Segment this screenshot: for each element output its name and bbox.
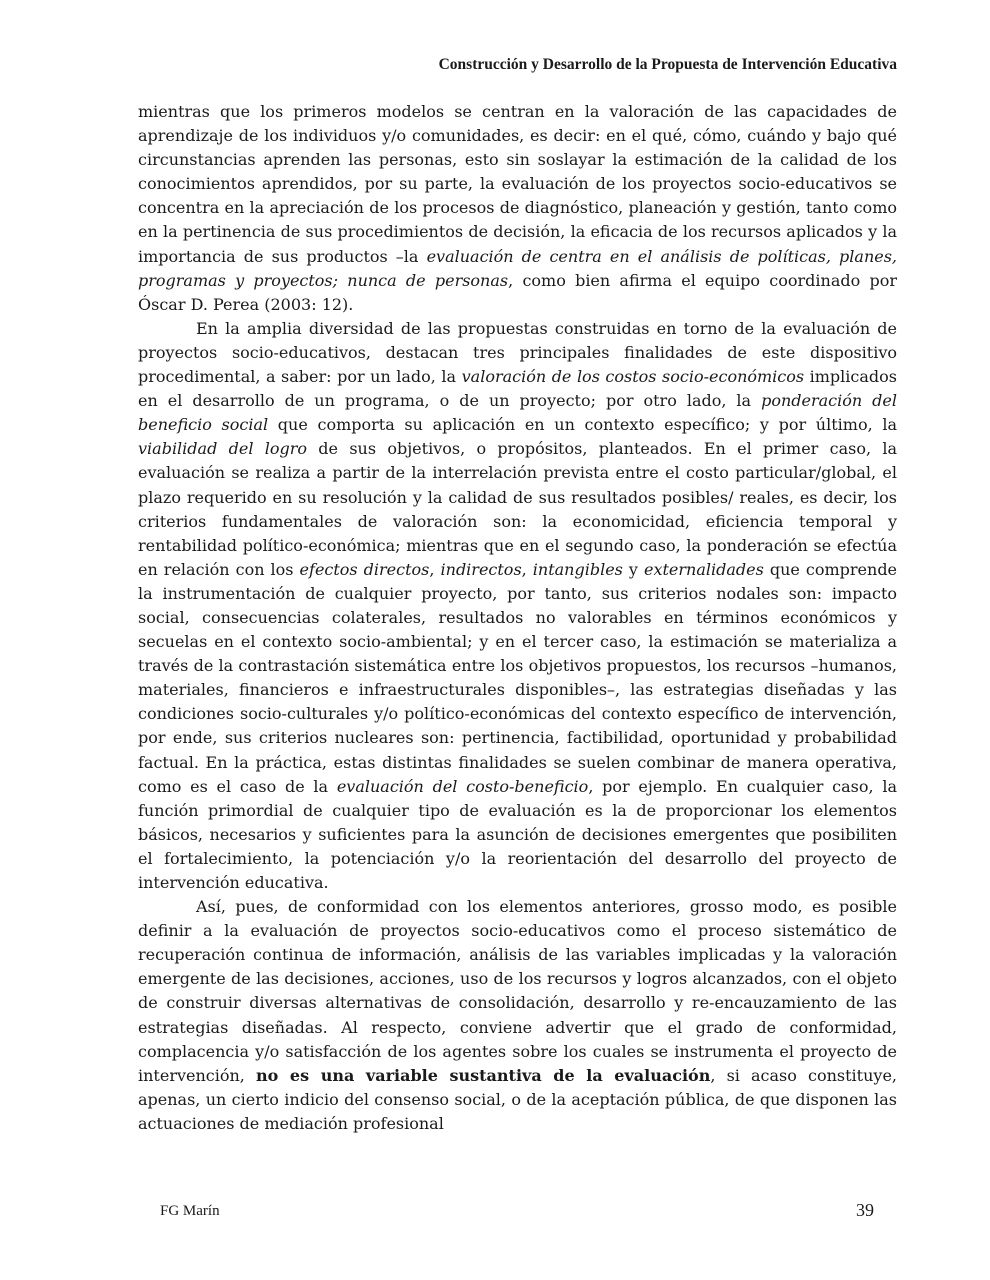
text-run: y: [622, 559, 644, 579]
body-text: [138, 100, 897, 1136]
italic-run: evaluación del costo-beneficio: [336, 776, 589, 796]
text-run: de sus objetivos, o propósitos, planteados. En el primer caso, la evaluación se realiza a partir de la interrelación prevista entre el costo particular/global, el plazo requerido en su resolución y la calidad de sus resultados posibles/ reales, es decir, los criterios fundamentales de valoración son: la economicidad, eficiencia temporal y rentabilidad político-económica; mientras que en el segundo caso, la ponderación se efectúa en relación con los: [138, 439, 898, 579]
paragraph: [138, 895, 897, 1136]
italic-run: viabilidad del logro: [138, 439, 308, 459]
italic-run: indirectos: [440, 559, 522, 579]
text-run: ,: [429, 559, 441, 579]
text-run: que comprende la instrumentación de cualquier proyecto, por tanto, sus criterios nodales son: impacto social, consecuencias colaterales, resultados no valorables en términos económicos y secuelas en el contexto socio-ambiental; y en el tercer caso, la estimación se materializa a través de la contrastación sistemática entre los objetivos propuestos, los recursos –humanos, materiales, financieros e infraestructurales disponibles–, las estrategias diseñadas y las condiciones socio-culturales y/o político-económicas del contexto específico de intervención, por ende, sus criterios nucleares son: pertinencia, factibilidad, oportunidad y probabilidad factual. En la práctica, estas distintas finalidades se suelen combinar de manera operativa, como es el caso de la: [138, 559, 898, 796]
text-run: , por ejemplo. En cualquier caso, la función primordial de cualquier tipo de evaluación es la de proporcionar los elementos básicos, necesarios y suficientes para la asunción de decisiones emergentes que posibiliten el fortalecimiento, la potenciación y/o la reorientación del desarrollo del proyecto de intervención educativa.: [138, 776, 898, 892]
italic-run: evaluación de centra en el análisis de políticas, planes, programas y proyectos; nunca de personas: [138, 246, 898, 290]
text-run: que comporta su aplicación en un contexto específico; y por último, la: [268, 415, 897, 435]
text-run: , si acaso constituye, apenas, un cierto indicio del consenso social, o de la aceptación pública, de que disponen las actuaciones de mediación profesional: [138, 1065, 897, 1133]
footer-author: FG Marín: [160, 1203, 220, 1219]
paragraph: [138, 100, 897, 317]
text-run: implicados en el desarrollo de un programa, o de un proyecto; por otro lado, la: [138, 367, 897, 411]
text-run: ,: [521, 559, 533, 579]
text-run: Así, pues, de conformidad con los elementos anteriores, grosso modo, es posible definir a la evaluación de proyectos socio-educativos como el proceso sistemático de recuperación continua de información, análisis de las variables implicadas y la valoración emergente de las decisiones, acciones, uso de los recursos y logros alcanzados, con el objeto de construir diversas alternativas de consolidación, desarrollo y re-encauzamiento de las estrategias diseñadas. Al respecto, conviene advertir que el grado de conformidad, complacencia y/o satisfacción de los agentes sobre los cuales se instrumenta el proyecto de intervención,: [138, 897, 897, 1085]
text-run: , como bien afirma el equipo coordinado por Óscar D. Perea (2003: 12).: [138, 270, 898, 314]
italic-run: ponderación del beneficio social: [138, 391, 897, 435]
text-run: En la amplia diversidad de las propuestas construidas en torno de la evaluación de proyectos socio-educativos, destacan tres principales finalidades de este dispositivo procedimental, a saber: por un lado, la: [138, 318, 897, 387]
italic-run: externalidades: [643, 559, 764, 579]
paragraph: [138, 317, 897, 895]
running-header: Construcción y Desarrollo de la Propuesta de Intervención Educativa: [438, 56, 897, 73]
italic-run: valoración de los costos socio-económicos: [461, 367, 805, 387]
bold-run: no es una variable sustantiva de la evaluación: [256, 1065, 711, 1085]
text-run: mientras que los primeros modelos se centran en la valoración de las capacidades de aprendizaje de los individuos y/o comunidades, es decir: en el qué, cómo, cuándo y bajo qué circunstancias aprenden las personas, esto sin soslayar la estimación de la calidad de los conocimientos aprendidos, por su parte, la evaluación de los proyectos socio-educativos se concentra en la apreciación de los procesos de diagnóstico, planeación y gestión, tanto como en la pertinencia de sus procedimientos de decisión, la eficacia de los recursos aplicados y la importancia de sus productos –la: [138, 102, 897, 266]
page-number: 39: [856, 1200, 874, 1220]
italic-run: intangibles: [532, 559, 623, 579]
italic-run: efectos directos: [299, 559, 430, 579]
